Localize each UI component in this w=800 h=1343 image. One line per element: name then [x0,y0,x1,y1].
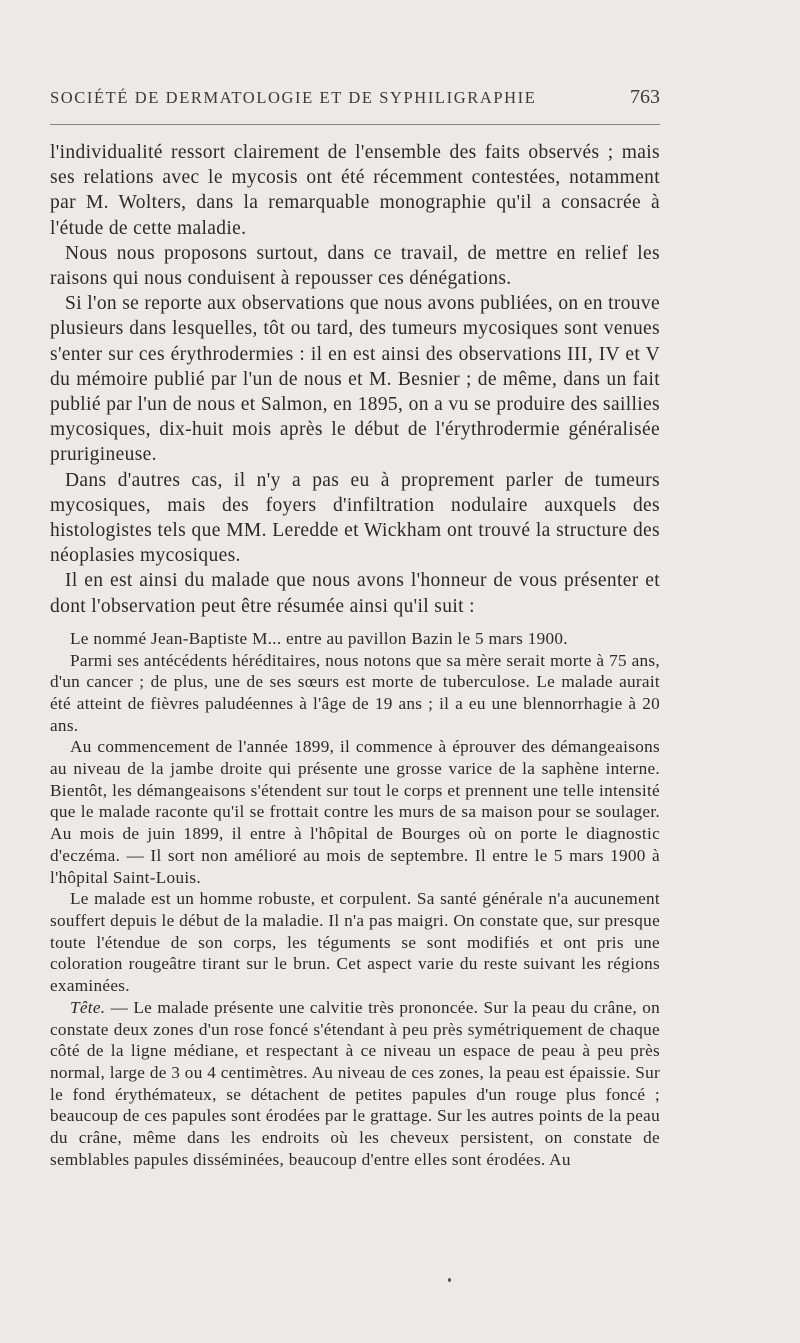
observation-paragraph-1: Le nommé Jean-Baptiste M... entre au pavillon Bazin le 5 mars 1900. [70,628,568,648]
paragraph-3: Si l'on se reporte aux observations que nous avons publiées, on en trouve plusieurs dans lesquelles, tôt ou tard, des tumeurs mycosiques sont venues s'enter sur ces érythrodermies : il en est ainsi des observations III, IV et V du mémoire publié par l'un de nous et M. Besnier ; de même, dans un fait publié par l'un de nous et Salmon, en 1895, on a vu se produire des saillies mycosiques, dix-huit mois après le début de l'érythrodermie généralisée prurigineuse. [50,293,660,466]
paragraph-1: l'individualité ressort clairement de l'ensemble des faits observés ; mais ses relations avec le mycosis ont été récemment contestées, notamment par M. Wolters, dans la remarquable monographie qu'il a consacrée à l'étude de cette maladie. [50,142,660,239]
paragraph-4: Dans d'autres cas, il n'y a pas eu à proprement parler de tumeurs mycosiques, mais des foyers d'infiltration nodulaire auxquels des histologistes tels que MM. Leredde et Wickham ont trouvé la structure des néoplasies mycosiques. [50,469,660,567]
observation-paragraph-5-text: — Le malade présente une calvitie très prononcée. Sur la peau du crâne, on constate deux zones d'un rose foncé s'étendant à peu près symétriquement de chaque côté de la ligne médiane, et respectant à ce niveau un espace de peau à peu près normal, large de 3 ou 4 centimètres. Au niveau de ces zones, la peau est épaissie. Sur le fond érythémateux, se détachent de petites papules d'un rouge plus foncé ; beaucoup de ces papules sont érodées par le grattage. Sur les autres points de la peau du crâne, même dans les endroits où les cheveux persistent, on constate de semblables papules disséminées, beaucoup d'entre elles sont érodées. Au [50,997,660,1169]
running-header [50,86,660,109]
observation-paragraph-4: Le malade est un homme robuste, et corpulent. Sa santé générale n'a aucunement souffert depuis le début de la maladie. Il n'a pas maigri. On constate que, sur presque toute l'étendue de son corps, les téguments se sont modifiés et ont pris une coloration rougeâtre tirant sur le brun. Cet aspect varie du reste suivant les régions examinées. [50,889,660,996]
ink-speck [448,1278,451,1282]
text-body [50,140,660,1170]
observation-paragraph-3: Au commencement de l'année 1899, il commence à éprouver des démangeaisons au niveau de la jambe droite qui présente une grosse varice de la saphène interne. Bientôt, les démangeaisons s'étendent sur tout le corps et prennent une telle intensité que le malade raconte qu'il se frottait contre les murs de sa maison pour se soulager. Au mois de juin 1899, il entre à l'hôpital de Bourges où on porte le diagnostic d'eczéma. — Il sort non amélioré au mois de septembre. Il entre le 5 mars 1900 à l'hôpital Saint-Louis. [50,737,660,887]
section-label-tete: Tête. [70,997,106,1017]
page-number: 763 [630,86,660,108]
main-text [50,140,660,619]
paragraph-5: Il en est ainsi du malade que nous avons l'honneur de vous présenter et dont l'observation peut être résumée ainsi qu'il suit : [50,570,660,617]
observation-paragraph-5 [50,997,660,1171]
observation-paragraph-2: Parmi ses antécédents héréditaires, nous notons que sa mère serait morte à 75 ans, d'un cancer ; de plus, une de ses sœurs est morte de tuberculose. Le malade aurait été atteint de fièvres paludéennes à l'âge de 19 ans ; il a eu une blennorrhagie à 20 ans. [50,650,660,735]
observation-text [50,628,660,1171]
paragraph-2: Nous nous proposons surtout, dans ce travail, de mettre en relief les raisons qui nous conduisent à repousser ces dénégations. [50,242,660,290]
running-title: SOCIÉTÉ DE DERMATOLOGIE ET DE SYPHILIGRAPHIE [50,88,537,107]
header-rule [50,124,660,125]
